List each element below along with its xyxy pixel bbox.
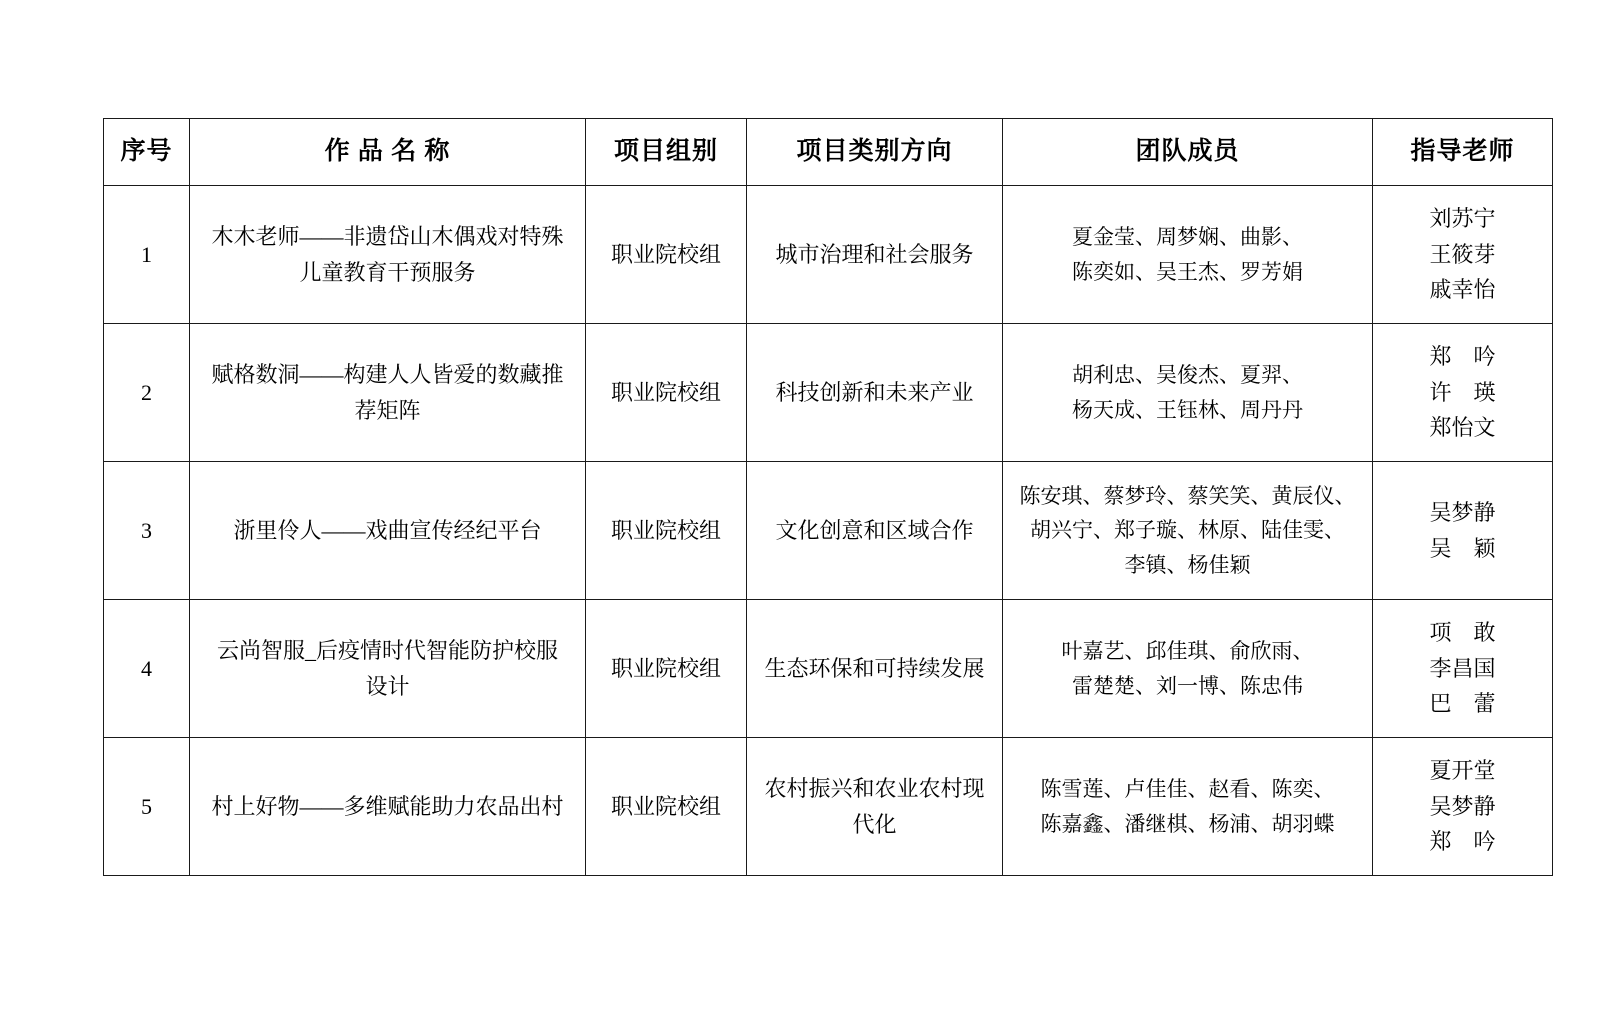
table-row bbox=[104, 324, 1553, 462]
cell-group: 职业院校组 bbox=[586, 324, 747, 462]
cell-index: 1 bbox=[104, 186, 190, 324]
cell-mentor-line: 夏开堂 bbox=[1429, 758, 1496, 784]
cell-mentor-line: 郑怡文 bbox=[1429, 415, 1496, 441]
cell-members bbox=[1003, 324, 1373, 462]
column-header-members: 团队成员 bbox=[1003, 119, 1373, 186]
cell-title bbox=[190, 462, 586, 600]
table-header bbox=[104, 119, 1553, 186]
cell-mentor-line: 刘苏宁 bbox=[1429, 206, 1496, 232]
table-body bbox=[104, 186, 1553, 876]
cell-title bbox=[190, 738, 586, 876]
cell-members-line: 陈嘉鑫、潘继棋、杨浦、胡羽蝶 bbox=[1040, 811, 1335, 836]
cell-mentor-line: 郑 吟 bbox=[1429, 829, 1496, 855]
cell-members-line: 雷楚楚、刘一博、陈忠伟 bbox=[1072, 673, 1303, 698]
column-header-mentor: 指导老师 bbox=[1373, 119, 1553, 186]
table-row bbox=[104, 462, 1553, 600]
cell-category-line: 城市治理和社会服务 bbox=[775, 241, 974, 267]
cell-mentor bbox=[1373, 462, 1553, 600]
cell-group: 职业院校组 bbox=[586, 738, 747, 876]
cell-group: 职业院校组 bbox=[586, 600, 747, 738]
cell-members-line: 夏金莹、周梦娴、曲影、 bbox=[1072, 225, 1303, 250]
cell-title-line: 村上好物——多维赋能助力农品出村 bbox=[211, 793, 564, 819]
cell-group: 职业院校组 bbox=[586, 462, 747, 600]
cell-members bbox=[1003, 186, 1373, 324]
cell-mentor-line: 王筱芽 bbox=[1429, 241, 1496, 267]
cell-title-line: 儿童教育干预服务 bbox=[299, 259, 476, 285]
cell-title-line: 木木老师——非遗岱山木偶戏对特殊 bbox=[211, 223, 564, 249]
cell-index: 5 bbox=[104, 738, 190, 876]
table-row bbox=[104, 738, 1553, 876]
cell-mentor-line: 郑 吟 bbox=[1429, 344, 1496, 370]
table-header-row bbox=[104, 119, 1553, 186]
cell-index: 2 bbox=[104, 324, 190, 462]
cell-members-line: 杨天成、王钰林、周丹丹 bbox=[1072, 397, 1303, 422]
cell-members-line: 胡兴宁、郑子璇、林原、陆佳雯、 bbox=[1030, 518, 1345, 543]
column-header-title: 作 品 名 称 bbox=[190, 119, 586, 186]
cell-members-line: 陈雪莲、卢佳佳、赵看、陈奕、 bbox=[1040, 777, 1335, 802]
cell-mentor bbox=[1373, 324, 1553, 462]
cell-title bbox=[190, 600, 586, 738]
cell-title-line: 赋格数洞——构建人人皆爱的数藏推 bbox=[211, 361, 564, 387]
cell-mentor-line: 吴梦静 bbox=[1429, 499, 1496, 525]
cell-mentor-line: 项 敢 bbox=[1429, 620, 1496, 646]
cell-members-line: 李镇、杨佳颖 bbox=[1124, 552, 1251, 577]
table-row bbox=[104, 186, 1553, 324]
cell-title bbox=[190, 324, 586, 462]
cell-index: 4 bbox=[104, 600, 190, 738]
cell-category bbox=[747, 462, 1003, 600]
cell-category-line: 科技创新和未来产业 bbox=[775, 379, 974, 405]
cell-category-line: 生态环保和可持续发展 bbox=[764, 655, 985, 681]
cell-members bbox=[1003, 462, 1373, 600]
column-header-category: 项目类别方向 bbox=[747, 119, 1003, 186]
cell-category-line: 代化 bbox=[852, 811, 897, 837]
cell-mentor bbox=[1373, 600, 1553, 738]
cell-category bbox=[747, 738, 1003, 876]
cell-category bbox=[747, 324, 1003, 462]
column-header-index: 序号 bbox=[104, 119, 190, 186]
cell-category bbox=[747, 186, 1003, 324]
cell-title-line: 设计 bbox=[365, 673, 410, 699]
cell-members bbox=[1003, 600, 1373, 738]
table-row bbox=[104, 600, 1553, 738]
cell-mentor-line: 戚幸怡 bbox=[1429, 277, 1496, 303]
cell-mentor-line: 许 瑛 bbox=[1429, 379, 1496, 405]
column-header-group: 项目组别 bbox=[586, 119, 747, 186]
cell-index: 3 bbox=[104, 462, 190, 600]
cell-mentor bbox=[1373, 738, 1553, 876]
cell-title-line: 浙里伶人——戏曲宣传经纪平台 bbox=[233, 517, 542, 543]
cell-category bbox=[747, 600, 1003, 738]
cell-mentor-line: 李昌国 bbox=[1429, 655, 1496, 681]
cell-mentor-line: 吴梦静 bbox=[1429, 793, 1496, 819]
cell-mentor-line: 巴 蕾 bbox=[1429, 691, 1496, 717]
cell-members bbox=[1003, 738, 1373, 876]
cell-mentor bbox=[1373, 186, 1553, 324]
cell-members-line: 陈安琪、蔡梦玲、蔡笑笑、黄辰仪、 bbox=[1019, 484, 1356, 509]
cell-title-line: 云尚智服_后疫情时代智能防护校服 bbox=[216, 637, 558, 663]
award-projects-table bbox=[103, 118, 1553, 876]
cell-title-line: 荐矩阵 bbox=[354, 397, 421, 423]
cell-mentor-line: 吴 颖 bbox=[1429, 535, 1496, 561]
cell-category-line: 文化创意和区域合作 bbox=[775, 517, 974, 543]
cell-members-line: 陈奕如、吴王杰、罗芳娟 bbox=[1072, 259, 1303, 284]
cell-group: 职业院校组 bbox=[586, 186, 747, 324]
cell-members-line: 叶嘉艺、邱佳琪、俞欣雨、 bbox=[1061, 639, 1314, 664]
cell-members-line: 胡利忠、吴俊杰、夏羿、 bbox=[1072, 363, 1303, 388]
cell-title bbox=[190, 186, 586, 324]
cell-category-line: 农村振兴和农业农村现 bbox=[764, 775, 985, 801]
